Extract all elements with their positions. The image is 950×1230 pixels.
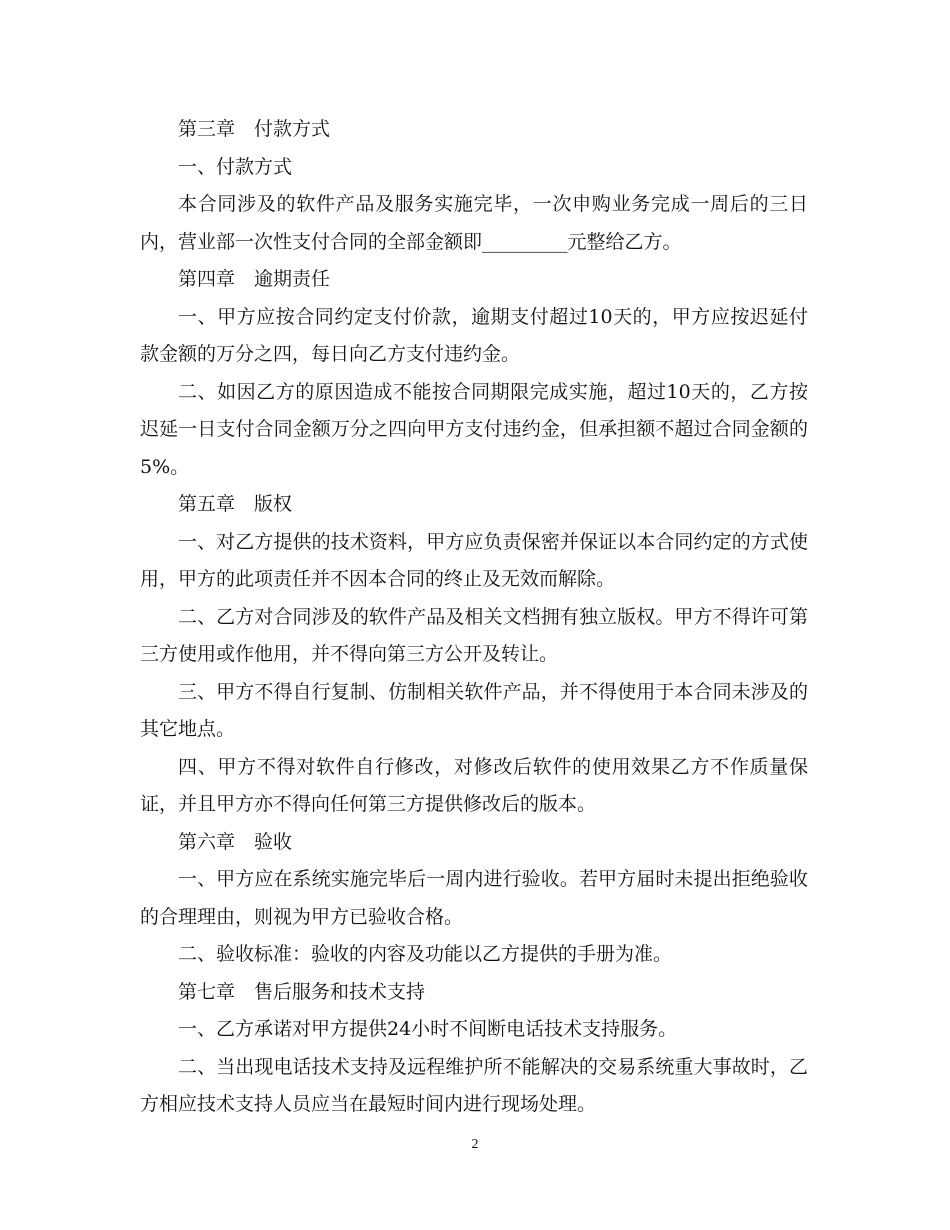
support-clause-1: 一、乙方承诺对甲方提供24小时不间断电话技术支持服务。 (178, 1018, 678, 1040)
chapter-7-heading: 第七章 售后服务和技术支持 (178, 980, 426, 1003)
chapter-3-heading: 第三章 付款方式 (178, 118, 331, 140)
copyright-clause-3: 三、甲方不得自行复制、仿制相关软件产品，并不得使用于本合同未涉及的其它地点。 (140, 680, 808, 740)
document-body (140, 111, 808, 1124)
chapter-5-heading: 第五章 版权 (178, 493, 293, 515)
chapter-6-heading: 第六章 验收 (178, 830, 293, 853)
acceptance-clause-1: 一、甲方应在系统实施完毕后一周内进行验收。若甲方届时未提出拒绝验收的合理理由，则视为甲方已验收合格。 (140, 868, 808, 928)
page-number: 2 (471, 1137, 479, 1152)
acceptance-clause-2: 二、验收标准：验收的内容及功能以乙方提供的手册为准。 (178, 943, 673, 965)
chapter-4-heading: 第四章 逾期责任 (178, 268, 331, 290)
copyright-clause-2: 二、乙方对合同涉及的软件产品及相关文档拥有独立版权。甲方不得许可第三方使用或作他用，并不得向第三方公开及转让。 (140, 605, 808, 665)
copyright-clause-4: 四、甲方不得对软件自行修改，对修改后软件的使用效果乙方不作质量保证，并且甲方亦不得向任何第三方提供修改后的版本。 (140, 755, 808, 815)
payment-clause: 本合同涉及的软件产品及服务实施完毕，一次申购业务完成一周后的三日内，营业部一次性支付合同的全部金额即_________元整给乙方。 (140, 193, 808, 253)
copyright-clause-1: 一、对乙方提供的技术资料，甲方应负责保密并保证以本合同约定的方式使用，甲方的此项责任并不因本合同的终止及无效而解除。 (140, 530, 808, 590)
overdue-clause-1: 一、甲方应按合同约定支付价款，逾期支付超过10天的，甲方应按迟延付款金额的万分之四，每日向乙方支付违约金。 (140, 305, 808, 365)
section-heading-payment-method: 一、付款方式 (178, 155, 293, 178)
overdue-clause-2: 二、如因乙方的原因造成不能按合同期限完成实施，超过10天的，乙方按迟延一日支付合同金额万分之四向甲方支付违约金，但承担额不超过合同金额的5%。 (140, 380, 808, 478)
support-clause-2: 二、当出现电话技术支持及远程维护所不能解决的交易系统重大事故时，乙方相应技术支持人员应当在最短时间内进行现场处理。 (140, 1055, 808, 1115)
